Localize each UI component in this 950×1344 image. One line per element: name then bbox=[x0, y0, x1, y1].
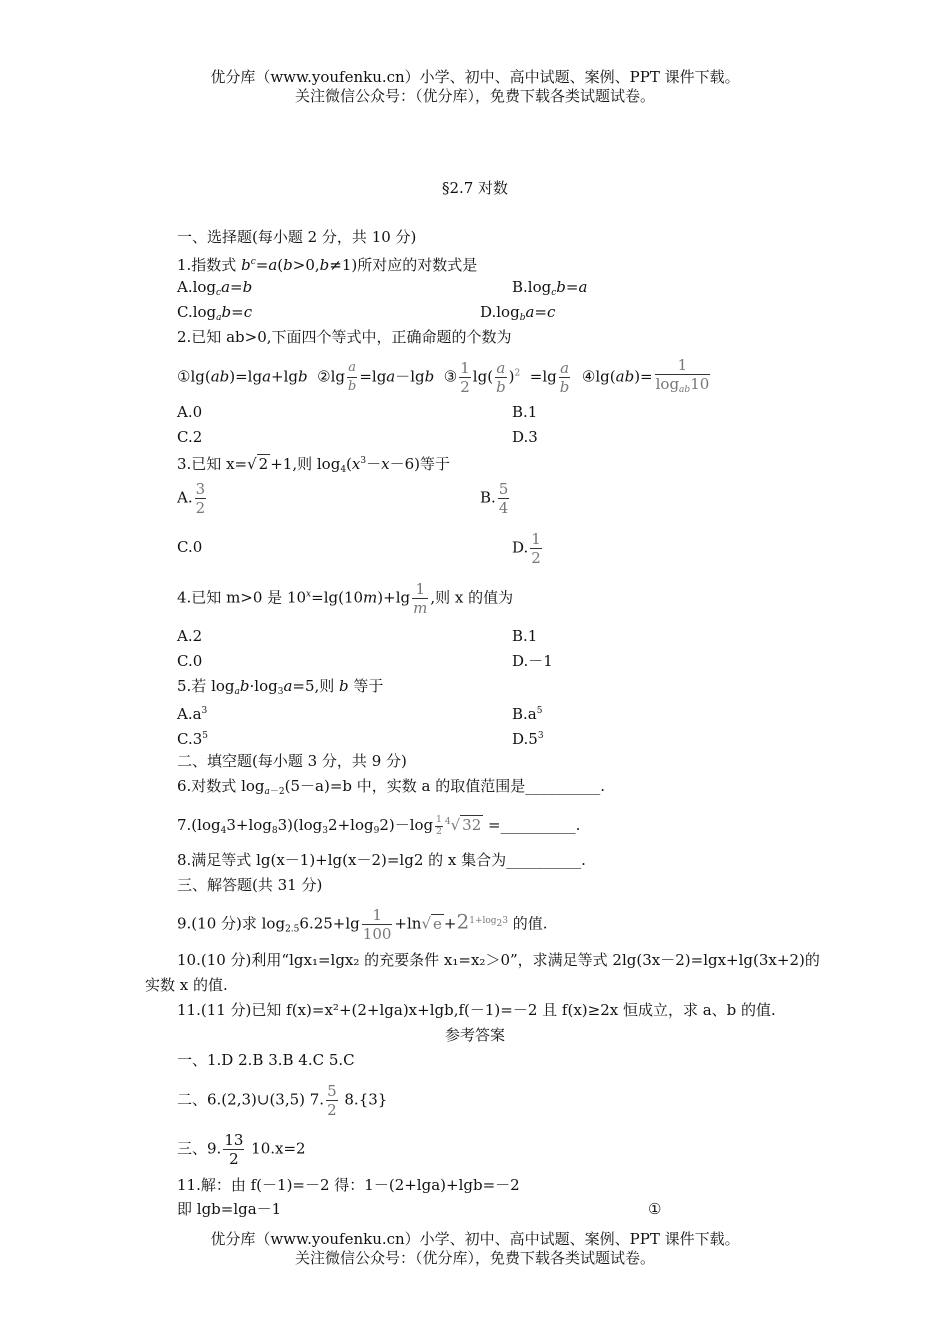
question-8: 8.满足等式 lg(x－1)+lg(x－2)=lg2 的 x 集合为__________. bbox=[177, 851, 586, 869]
question-4-option-b: B.1 bbox=[512, 627, 538, 645]
equation-marker-1: ① bbox=[648, 1200, 662, 1218]
question-1-stem: 1.指数式 $b^c=a(b>0,b\ne 1)$所对应的对数式是 bbox=[177, 256, 478, 274]
question-6: 6.对数式 $\log_{a-2}(5-a)=b$ 中，实数 a 的取值范围是__________. bbox=[177, 777, 606, 797]
question-5-option-d: $D.5^3$ bbox=[512, 730, 544, 748]
question-4-option-a: A.2 bbox=[177, 627, 203, 645]
question-10-line-1: 10.(10 分)利用“lgx₁=lgx₂ 的充要条件 x₁=x₂＞0”，求满足等式 2lg(3x－2)=lgx+lg(3x+2)的 bbox=[177, 951, 820, 969]
section-choice-heading: 一、选择题(每小题 2 分，共 10 分) bbox=[177, 228, 417, 246]
question-4-option-d: D.－1 bbox=[512, 652, 553, 670]
answers-section-3: 三、9. $\frac{13}{2}$ 10.x=2 bbox=[177, 1131, 306, 1168]
answers-section-2: 二、6.(2,3)∪(3,5) 7. $\frac{5}{2}$ 8.{3} bbox=[177, 1082, 388, 1119]
question-3-option-c: C.0 bbox=[177, 538, 203, 556]
page-header-line-2: 关注微信公众号：（优分库），免费下载各类试题试卷。 bbox=[294, 87, 655, 105]
question-1-option-b: $B.\log_cb=a$ bbox=[512, 278, 588, 298]
answers-title: 参考答案 bbox=[444, 1026, 505, 1044]
question-5-option-a: $A.a^3$ bbox=[177, 705, 208, 723]
page-header-line-1: 优分库（www.youfenku.cn）小学、初中、高中试题、案例、PPT 课件下载。 bbox=[210, 68, 740, 86]
question-5-option-b: $B.a^5$ bbox=[512, 705, 543, 723]
question-2-option-a: A.0 bbox=[177, 403, 203, 421]
question-2-option-d: D.3 bbox=[512, 428, 538, 446]
question-2-equations: ①lg(ab)=lga+lgb ②lg $\frac{a}{b}$ =lga－lgb ③ $\frac{1}{2}$ lg( $\frac{a}{b}$ )$^2$ =lg $\frac{a}{b}$ ④lg(ab)= $\frac{1}{\log_{ab}10}$ bbox=[177, 356, 710, 396]
page-title: §2.7 对数 bbox=[441, 179, 509, 197]
question-1-option-c: $C.\log_ab=c$ bbox=[177, 303, 253, 323]
answers-section-1: 一、1.D 2.B 3.B 4.C 5.C bbox=[177, 1051, 355, 1069]
answer-11-line-1: 11.解：由 f(－1)=－2 得：1－(2+lga)+lgb=－2 bbox=[177, 1176, 520, 1194]
question-5-option-c: $C.3^5$ bbox=[177, 730, 208, 748]
question-7: $7.(\log_43+\log_83)(\log_32+\log_92)-\log$ $\frac{1}{2}$ $^4$√ 32 =__________. bbox=[177, 814, 581, 837]
question-1-option-a: $A.\log_ca=b$ bbox=[177, 278, 253, 298]
question-5-stem: 5.若 $\log_ab\cdot\log_3a=5$,则 b 等于 bbox=[177, 677, 384, 697]
question-4-option-c: C.0 bbox=[177, 652, 203, 670]
question-2-option-b: B.1 bbox=[512, 403, 538, 421]
question-10-line-2: 实数 x 的值. bbox=[145, 976, 228, 994]
question-4-stem: 4.已知 m>0 是 $10^x=\lg(10m)+\lg$ $\frac{1}{m}$ ,则 x 的值为 bbox=[177, 580, 514, 617]
question-2-option-c: C.2 bbox=[177, 428, 203, 446]
question-3-stem: 3.已知 x=√ 2 +1,则 $\log_4(x^3-x-6)$等于 bbox=[177, 455, 451, 475]
question-11: 11.(11 分)已知 f(x)=x²+(2+lga)x+lgb,f(－1)=－2 且 f(x)≥2x 恒成立，求 a、b 的值. bbox=[177, 1001, 776, 1019]
question-2-stem: 2.已知 ab>0,下面四个等式中，正确命题的个数为 bbox=[177, 328, 512, 346]
question-3-option-a: A. $\frac{3}{2}$ bbox=[177, 480, 206, 517]
page-footer-line-1: 优分库（www.youfenku.cn）小学、初中、高中试题、案例、PPT 课件下载。 bbox=[210, 1230, 740, 1248]
section-fill-heading: 二、填空题(每小题 3 分，共 9 分) bbox=[177, 752, 407, 770]
question-3-option-b: B. $\frac{5}{4}$ bbox=[480, 480, 509, 517]
question-1-option-d: $D.\log_ba=c$ bbox=[480, 303, 556, 323]
section-solve-heading: 三、解答题(共 31 分) bbox=[177, 876, 323, 894]
page-footer-line-2: 关注微信公众号：（优分库），免费下载各类试题试卷。 bbox=[294, 1249, 655, 1267]
question-3-option-d: D. $\frac{1}{2}$ bbox=[512, 530, 541, 567]
question-9: 9.(10 分)求 $\log_{2.5}6.25+\lg$ $\frac{1}{100}$ +ln√ $e +2^{1+log_23}$ 的值. bbox=[177, 906, 548, 943]
answer-11-line-2: 即 lgb=lga－1 bbox=[177, 1200, 282, 1218]
